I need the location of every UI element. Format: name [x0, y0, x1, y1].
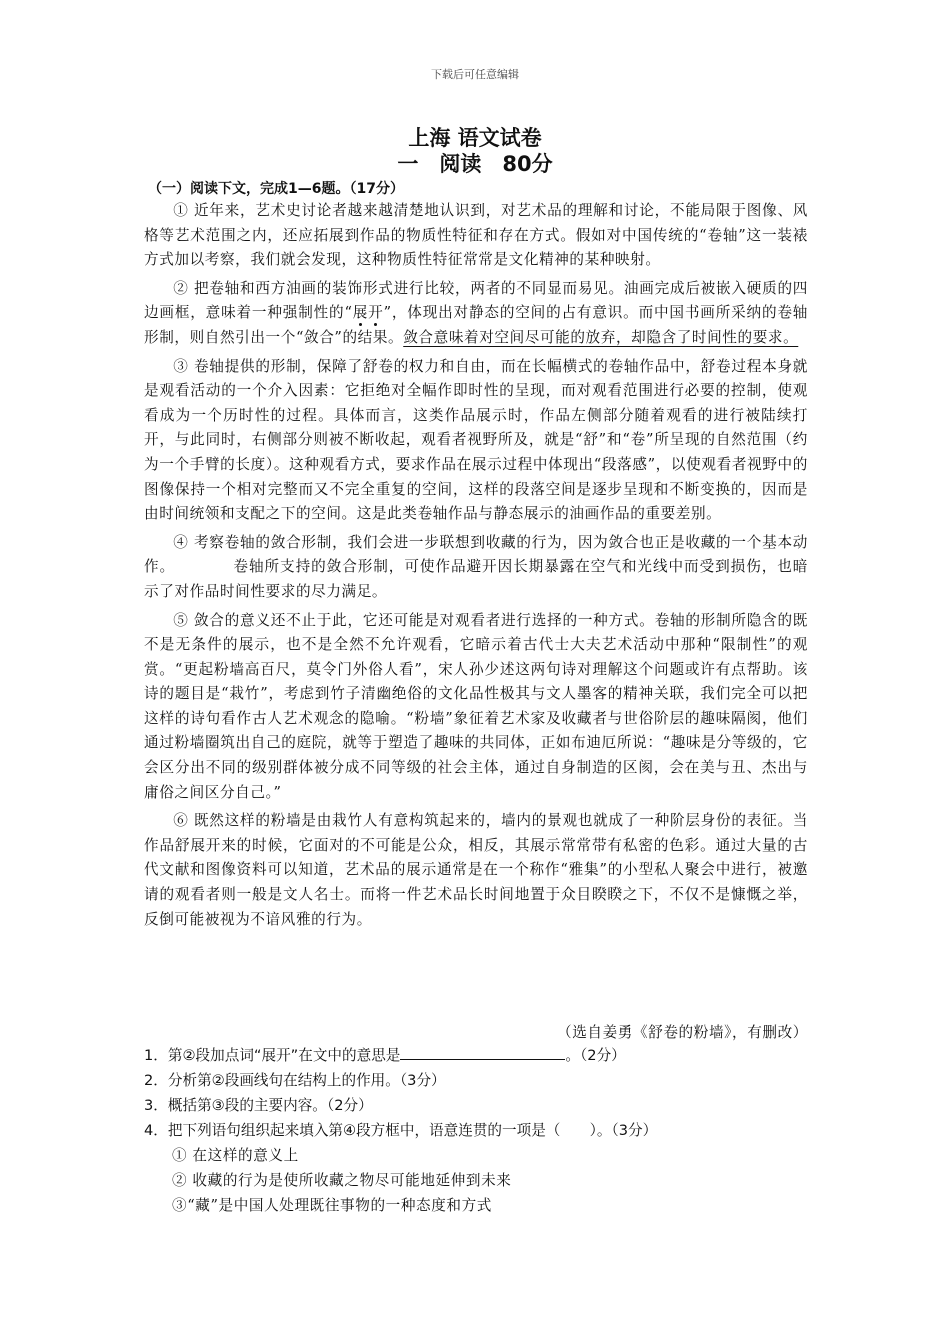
- paragraph-6: ⑥ 既然这样的粉墙是由栽竹人有意构筑起来的，墙内的景观也就成了一种阶层身份的表征。当作品舒展开来的时候，它面对的不可能是公众，相反，其展示常常带有私密的色彩。通过大量的古代文献和图像资料可以知道，艺术品的展示通常是在一个称作“雅集”的小型私人聚会中进行，被邀请的观看者则一般是文人名士。而将一件艺术品长时间地置于众目睽睽之下，不仅不是慷慨之举，反倒可能被视为不谙风雅的行为。: [144, 812, 808, 928]
- underlined-sentence: 敛合意味着对空间尽可能的放弃，却隐含了时间性的要求。: [403, 328, 799, 346]
- paragraph-4-text-a: ④ 考察卷轴的敛合形制，我们会进一步联想到收藏的行为，因为敛合也正是收藏的一个基本动作。: [144, 533, 808, 576]
- source-citation: （选自姜勇《舒卷的粉墙》，有删改）: [557, 1024, 808, 1041]
- paragraph-4-text-b: 卷轴所支持的敛合形制，可使作品避开因长期暴露在空气和光线中而受到损伤，也暗示了对作品时间性要求的尽力满足。: [144, 558, 808, 600]
- paragraph-1: ① 近年来，艺术史讨论者越来越清楚地认识到，对艺术品的理解和讨论，不能局限于图像、风格等艺术范围之内，还应拓展到作品的物质性特征和存在方式。假如对中国传统的“卷轴”这一装裱方式加以考察，我们就会发现，这种物质性特征常常是文化精神的某种映射。: [144, 202, 808, 269]
- question-1: [144, 1043, 808, 1068]
- question-1-points: 。（2分）: [565, 1047, 626, 1064]
- option-1: ① 在这样的意义上: [172, 1147, 299, 1164]
- question-2: 2．分析第②段画线句在结构上的作用。（3分）: [144, 1072, 446, 1089]
- question-list: [144, 1043, 808, 1218]
- page-title: 上海 语文试卷: [408, 126, 542, 150]
- section-heading: （一）阅读下文，完成1—6题。（17分）: [148, 181, 404, 197]
- option-2: ② 收藏的行为是使所收藏之物尽可能地延伸到未来: [172, 1172, 512, 1189]
- question-3: 3．概括第③段的主要内容。（2分）: [144, 1097, 373, 1114]
- dotted-char: 展: [352, 304, 369, 322]
- paragraph-2: [144, 277, 808, 351]
- question-4: 4．把下列语句组织起来填入第④段方框中，语意连贯的一项是（ ）。（3分）: [144, 1122, 658, 1139]
- dotted-char: 开: [368, 304, 384, 322]
- paragraph-3: ③ 卷轴提供的形制，保障了舒卷的权力和自由，而在长幅横式的卷轴作品中，舒卷过程本身就是观看活动的一个介入因素：它拒绝对全幅作即时性的呈现，而对观看范围进行必要的控制，使观看成为一个历时性的过程。具体而言，这类作品展示时，作品左侧部分随着观看的进行被陆续打开，与此同时，右侧部分则被不断收起，观看者视野所及，就是“舒”和“卷”所呈现的自然范围（约为一个手臂的长度）。这种观看方式，要求作品在展示过程中体现出“段落感”，以使观看者视野中的图像保持一个相对完整而又不完全重复的空间，这样的段落空间是逐步呈现和不断变换的，因而是由时间统领和支配之下的空间。这是此类卷轴作品与静态展示的油画作品的重要差别。: [144, 357, 808, 523]
- header-note: 下载后可任意编辑: [431, 68, 519, 81]
- paragraph-2-text-a: ② 把卷轴和西方油画的装饰形式进行比较，两者的不同显而易见。油画完成后被嵌入硬质的四边画框，意味着一种强制性的“: [144, 279, 808, 322]
- paragraph-5: ⑤ 敛合的意义还不止于此，它还可能是对观看者进行选择的一种方式。卷轴的形制所隐含的既不是无条件的展示，也不是全然不允许观看，它暗示着古代士大夫艺术活动中那种“限制性”的观赏。“更起粉墙高百尺，莫令门外俗人看”，宋人孙少述这两句诗对理解这个问题或许有点帮助。该诗的题目是“栽竹”，考虑到竹子清幽绝俗的文化品性极其与文人墨客的精神关联，我们完全可以把这样的诗句看作古人艺术观念的隐喻。“粉墙”象征着艺术家及收藏者与世俗阶层的趣味隔阂，他们通过粉墙圈筑出自己的庭院，就等于塑造了趣味的共同体，正如布迪厄所说：“趣味是分等级的，它会区分出不同的级别群体被分成不同等级的社会主体，通过自身制造的区阂，会在美与丑、杰出与庸俗之间区分自己。”: [144, 611, 808, 801]
- reading-passage: [144, 199, 808, 932]
- paragraph-2-text-b: ”，体现出对静态的空间的占有意识。而中国书画所采纳的卷轴形制，则自然引出一个“敛合”的结果。: [144, 304, 808, 346]
- page-subtitle: 一 阅读 80分: [397, 152, 553, 176]
- option-3: ③“藏”是中国人处理既往事物的一种态度和方式: [172, 1197, 492, 1214]
- paragraph-4: [144, 531, 808, 605]
- answer-blank[interactable]: [400, 1045, 565, 1060]
- question-1-text: 1．第②段加点词“展开”在文中的意思是: [144, 1047, 401, 1064]
